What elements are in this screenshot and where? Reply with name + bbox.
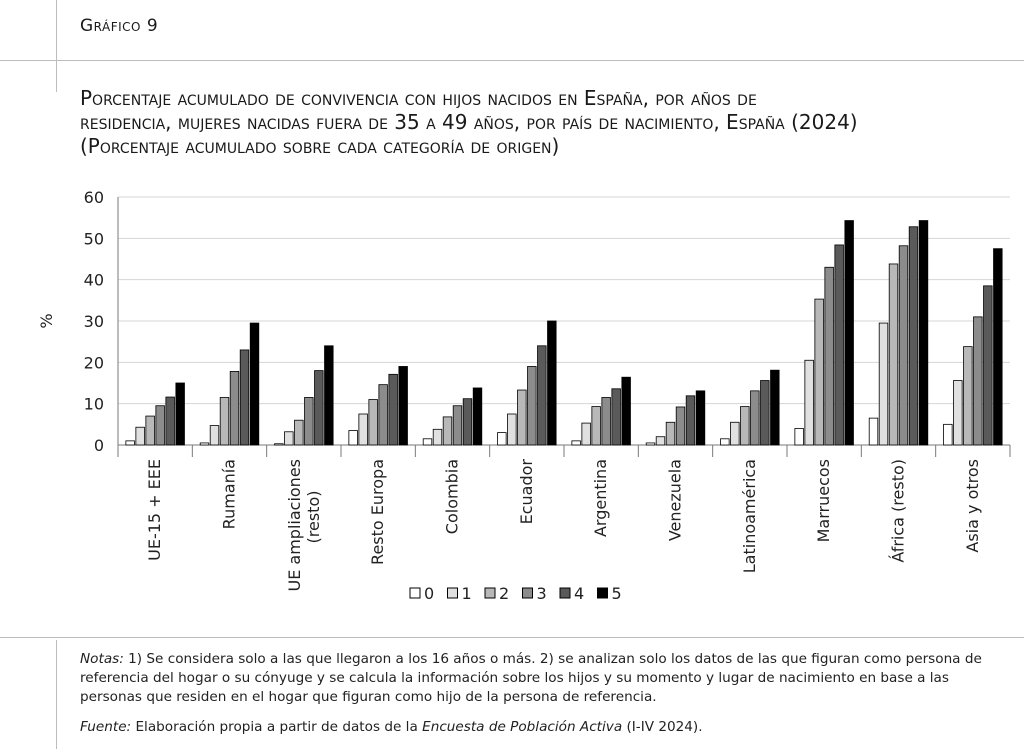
bar xyxy=(176,383,185,445)
bar xyxy=(954,381,963,445)
bar xyxy=(602,397,611,445)
bar xyxy=(369,400,378,445)
bar xyxy=(761,381,770,445)
legend-label: 4 xyxy=(574,584,585,603)
bar xyxy=(379,385,388,445)
y-axis-label: % xyxy=(37,313,56,329)
bar xyxy=(879,323,888,445)
legend-label: 3 xyxy=(536,584,547,603)
bar xyxy=(230,371,239,445)
bar xyxy=(359,414,368,445)
x-tick-label: Venezuela xyxy=(665,459,685,542)
legend-swatch xyxy=(598,588,608,598)
top-divider xyxy=(0,60,1024,61)
bar xyxy=(315,371,324,445)
bar xyxy=(944,424,953,445)
bar xyxy=(325,346,334,445)
bar xyxy=(275,444,284,445)
source-text: Elaboración propia a partir de datos de la xyxy=(131,719,423,735)
bar xyxy=(964,347,973,445)
left-divider-top xyxy=(56,0,57,92)
bar xyxy=(305,397,314,445)
legend-swatch xyxy=(448,588,458,598)
x-tick-label xyxy=(285,459,323,592)
y-tick-label: 20 xyxy=(83,353,104,373)
x-tick-label: Asia y otros xyxy=(962,459,982,553)
bar xyxy=(646,443,655,445)
bar xyxy=(518,390,527,445)
bar xyxy=(845,221,854,445)
bar xyxy=(463,399,472,445)
bar xyxy=(156,406,165,445)
bar xyxy=(676,407,685,445)
bar xyxy=(622,377,631,445)
bar xyxy=(528,366,537,445)
bar xyxy=(909,227,918,445)
legend-swatch xyxy=(485,588,495,598)
bar xyxy=(751,391,760,445)
y-tick-label: 60 xyxy=(83,188,104,207)
x-tick-label-line: UE ampliaciones xyxy=(284,459,304,592)
legend-swatch xyxy=(410,588,420,598)
x-tick-label: Latinoamérica xyxy=(739,459,759,574)
x-tick-label: Colombia xyxy=(442,459,462,535)
bar xyxy=(285,432,294,445)
bottom-divider xyxy=(0,637,1024,638)
x-tick-label: Rumanía xyxy=(219,459,239,530)
bar xyxy=(389,374,398,445)
y-tick-label: 50 xyxy=(83,229,104,249)
x-tick-label: África (resto) xyxy=(888,459,908,563)
bar xyxy=(136,427,145,445)
x-tick-label: Argentina xyxy=(591,459,611,538)
bar xyxy=(919,221,928,445)
bar xyxy=(538,346,547,445)
bar xyxy=(146,416,155,445)
bar xyxy=(721,439,730,445)
bar xyxy=(869,418,878,445)
bar xyxy=(295,420,304,445)
source xyxy=(80,719,703,735)
bar xyxy=(795,428,804,445)
y-tick-label: 10 xyxy=(83,394,104,414)
source-key: Fuente: xyxy=(80,719,132,735)
figure-label: Gráfico 9 xyxy=(80,16,159,36)
legend-label: 2 xyxy=(499,584,510,603)
y-tick-label: 30 xyxy=(83,312,104,331)
bar xyxy=(399,366,408,445)
legend-label: 1 xyxy=(461,584,472,603)
legend-swatch xyxy=(523,588,533,598)
bar xyxy=(453,406,462,445)
x-tick-label: Ecuador xyxy=(516,459,536,525)
bar xyxy=(889,264,898,445)
bar xyxy=(899,246,908,445)
bar xyxy=(220,397,229,445)
x-tick-label: UE-15 + EEE xyxy=(145,459,165,561)
bar xyxy=(433,429,442,445)
title-line-2: residencia, mujeres nacidas fuera de 35 a 49 años, por país de nacimiento, España (2024) xyxy=(80,110,858,134)
bar xyxy=(974,317,983,445)
y-tick-label: 0 xyxy=(93,436,104,455)
notes xyxy=(80,650,1010,707)
bar xyxy=(592,407,601,445)
bar xyxy=(250,323,259,445)
bar xyxy=(349,431,358,445)
bar xyxy=(473,388,482,445)
bar xyxy=(508,414,517,445)
bar xyxy=(731,422,740,445)
bar-chart xyxy=(0,175,1024,620)
bar xyxy=(741,407,750,445)
bar xyxy=(572,441,581,445)
bar xyxy=(582,423,591,445)
bar xyxy=(423,439,432,445)
notes-key: Notas: xyxy=(80,651,124,667)
legend-label: 5 xyxy=(611,584,622,603)
title-line-1: Porcentaje acumulado de convivencia con hijos nacidos en España, por años de xyxy=(80,86,757,110)
source-survey: Encuesta de Población Activa xyxy=(422,719,623,735)
bar xyxy=(612,389,621,445)
bar xyxy=(126,441,135,445)
bar xyxy=(825,267,834,445)
bar xyxy=(805,360,814,445)
left-divider-bottom xyxy=(56,640,57,749)
bar xyxy=(443,417,452,445)
source-tail: (I-IV 2024). xyxy=(622,719,703,735)
title-line-3: (Porcentaje acumulado sobre cada categoría de origen) xyxy=(80,134,560,158)
bar xyxy=(984,286,993,445)
bar xyxy=(994,249,1003,445)
legend-label: 0 xyxy=(424,584,435,603)
x-tick-label: Marruecos xyxy=(814,459,834,543)
chart-title xyxy=(80,86,1024,158)
bar xyxy=(686,396,695,445)
bar xyxy=(498,433,507,445)
legend-swatch xyxy=(560,588,570,598)
bar xyxy=(166,397,175,445)
x-tick-label: Resto Europa xyxy=(368,459,388,565)
bar xyxy=(696,391,705,445)
bar xyxy=(240,350,249,445)
notes-text: 1) Se considera solo a las que llegaron a los 16 años o más. 2) se analizan solo los datos de las que figuran como persona de referencia del hogar o su cónyuge y se calcula la información sobre los hijos y su momento y lugar de nacimiento en base a las personas que residen en el hogar que figuran como hijo de la persona de referencia. xyxy=(80,651,982,705)
bar xyxy=(200,443,209,445)
y-tick-label: 40 xyxy=(83,270,104,290)
bar xyxy=(656,437,665,445)
bar xyxy=(771,370,780,445)
bar xyxy=(210,426,219,445)
bar xyxy=(548,321,557,445)
bar xyxy=(835,245,844,445)
x-tick-label-line: (resto) xyxy=(303,490,323,544)
bar xyxy=(815,299,824,445)
bar xyxy=(666,422,675,445)
